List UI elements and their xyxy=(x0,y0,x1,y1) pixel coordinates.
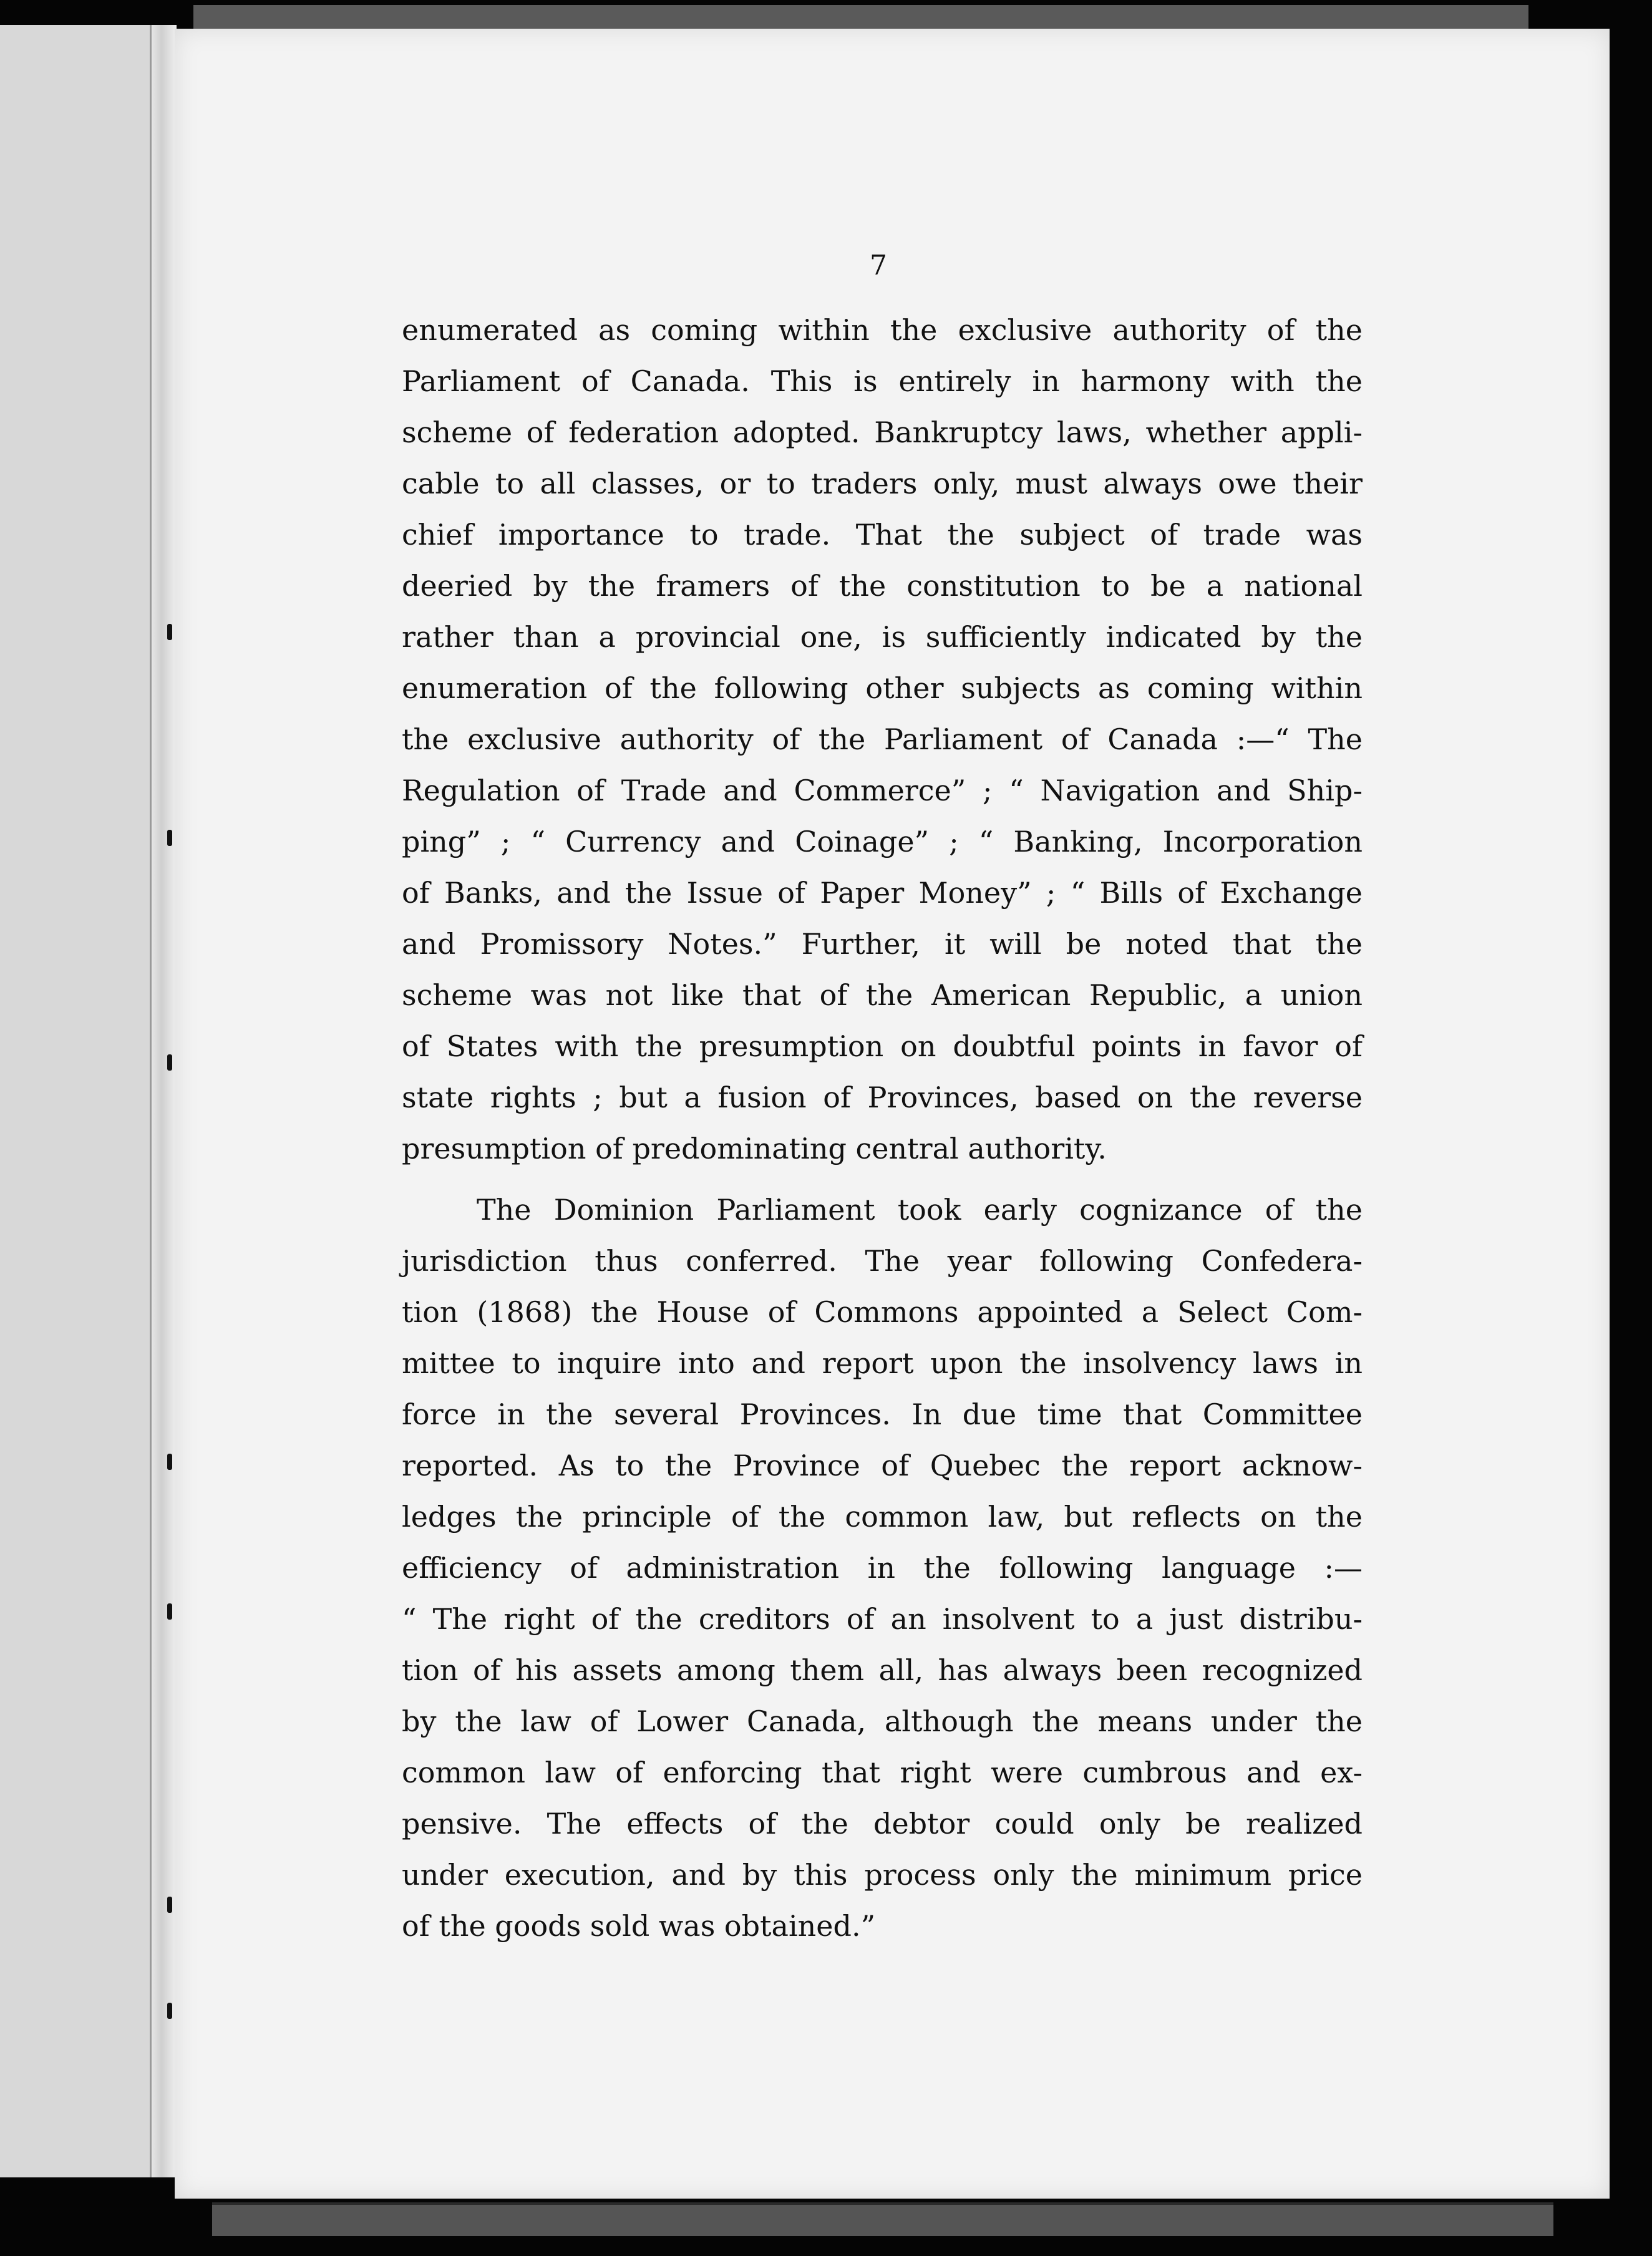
text-line: reported. As to the Province of Quebec the report acknow- xyxy=(402,1449,1363,1482)
text-line: by the law of Lower Canada, although the means under the xyxy=(402,1704,1363,1738)
binding-stitch xyxy=(167,2003,172,2019)
text-line: state rights ; but a fusion of Provinces, based on the reverse xyxy=(402,1081,1363,1114)
binding-stitch xyxy=(167,830,172,846)
text-line: scheme was not like that of the American Republic, a union xyxy=(402,978,1363,1012)
book-binding xyxy=(150,25,177,2177)
binding-stitch xyxy=(167,1054,172,1071)
text-line: presumption of predominating central authority. xyxy=(402,1132,1107,1165)
text-line: “ The right of the creditors of an insolvent to a just distribu- xyxy=(402,1602,1363,1636)
body-text xyxy=(402,304,1363,1952)
cover-edge-bottom xyxy=(212,2202,1553,2236)
text-line: pensive. The effects of the debtor could only be realized xyxy=(402,1807,1363,1840)
text-line: scheme of federation adopted. Bankruptcy laws, whether appli- xyxy=(402,416,1363,449)
text-line: The Dominion Parliament took early cognizance of the xyxy=(477,1193,1363,1227)
text-line: of States with the presumption on doubtful points in favor of xyxy=(402,1029,1363,1063)
paragraph-gap xyxy=(402,1174,1363,1184)
text-line: enumerated as coming within the exclusive authority of the xyxy=(402,313,1363,347)
page-number: 7 xyxy=(870,250,887,281)
text-line: rather than a provincial one, is sufficiently indicated by the xyxy=(402,620,1363,654)
text-line: under execution, and by this process only the minimum price xyxy=(402,1858,1363,1892)
binding-stitch xyxy=(167,1897,172,1913)
text-line: ping” ; “ Currency and Coinage” ; “ Banking, Incorporation xyxy=(402,825,1363,858)
binding-stitch xyxy=(167,1603,172,1620)
text-line: the exclusive authority of the Parliament of Canada :—“ The xyxy=(402,722,1363,756)
paragraph xyxy=(402,1184,1363,1952)
text-line: tion (1868) the House of Commons appointed a Select Com- xyxy=(402,1295,1363,1329)
paragraph xyxy=(402,304,1363,1174)
text-line: enumeration of the following other subjects as coming within xyxy=(402,671,1363,705)
text-line: of the goods sold was obtained.” xyxy=(402,1909,876,1943)
text-line: jurisdiction thus conferred. The year following Confedera- xyxy=(402,1244,1363,1278)
text-line: of Banks, and the Issue of Paper Money” ; “ Bills of Exchange xyxy=(402,876,1363,910)
text-line: efficiency of administration in the following language :— xyxy=(402,1551,1363,1585)
text-line: and Promissory Notes.” Further, it will be noted that the xyxy=(402,927,1363,961)
text-line: deeried by the framers of the constitution to be a national xyxy=(402,569,1363,603)
text-line: ledges the principle of the common law, but reflects on the xyxy=(402,1500,1363,1534)
text-line: chief importance to trade. That the subject of trade was xyxy=(402,518,1363,552)
binding-stitch xyxy=(167,1454,172,1470)
facing-page-left xyxy=(0,25,150,2177)
text-line: Regulation of Trade and Commerce” ; “ Navigation and Ship- xyxy=(402,774,1363,807)
text-line: common law of enforcing that right were cumbrous and ex- xyxy=(402,1756,1363,1789)
binding-stitch xyxy=(167,624,172,640)
text-line: tion of his assets among them all, has always been recognized xyxy=(402,1653,1363,1687)
text-line: force in the several Provinces. In due time that Committee xyxy=(402,1398,1363,1431)
text-line: cable to all classes, or to traders only, must always owe their xyxy=(402,467,1363,500)
text-line: mittee to inquire into and report upon the insolvency laws in xyxy=(402,1346,1363,1380)
text-line: Parliament of Canada. This is entirely in harmony with the xyxy=(402,364,1363,398)
